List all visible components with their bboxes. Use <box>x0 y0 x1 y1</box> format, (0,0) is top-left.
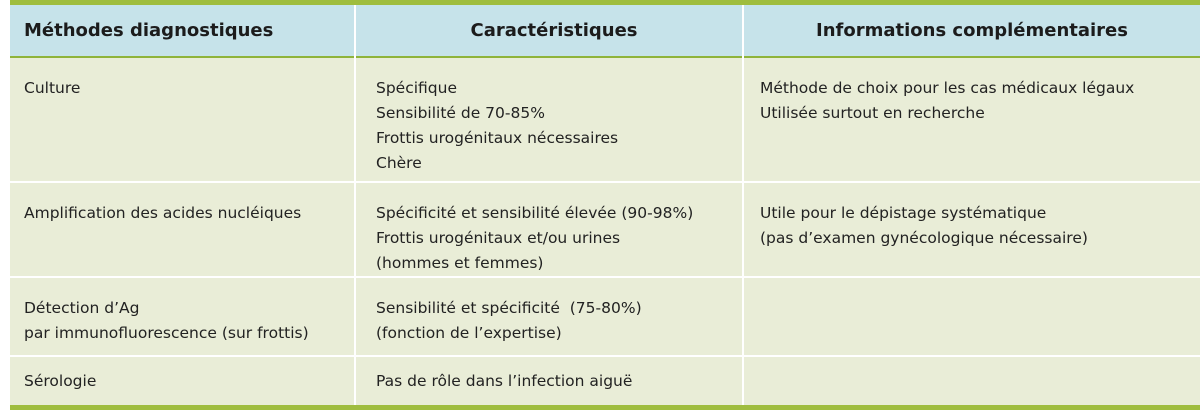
feature-text: Frottis urogénitaux nécessaires <box>376 129 619 147</box>
table-row <box>10 278 1200 355</box>
info-cell <box>760 76 1196 126</box>
table-row <box>10 183 1200 276</box>
method-text: Sérologie <box>24 372 97 390</box>
feature-text: Spécificité et sensibilité élevée (90-98%) <box>376 204 694 222</box>
method-cell <box>24 76 350 101</box>
table-row <box>10 58 1200 181</box>
info-cell <box>760 201 1196 251</box>
method-text: Détection d’Ag <box>24 299 140 317</box>
method-cell <box>24 201 350 226</box>
method-text: Amplification des acides nucléiques <box>24 204 302 222</box>
features-cell <box>376 296 738 346</box>
feature-text: Spécifique <box>376 79 458 97</box>
method-cell <box>24 296 350 346</box>
info-text: Utilisée surtout en recherche <box>760 104 985 122</box>
feature-text: (hommes et femmes) <box>376 254 544 272</box>
diagnostic-methods-table <box>10 0 1200 410</box>
features-cell <box>376 76 738 176</box>
header-methods: Méthodes diagnostiques <box>24 20 274 41</box>
feature-text: Sensibilité et spécificité (75-80%) <box>376 299 642 317</box>
features-cell <box>376 201 738 276</box>
features-cell <box>376 369 738 394</box>
info-text: (pas d’examen gynécologique nécessaire) <box>760 229 1088 247</box>
table-row <box>10 357 1200 405</box>
feature-text: Frottis urogénitaux et/ou urines <box>376 229 621 247</box>
info-text: Méthode de choix pour les cas médicaux légaux <box>760 79 1135 97</box>
header-characteristics: Caractéristiques <box>470 20 638 41</box>
feature-text: Sensibilité de 70-85% <box>376 104 545 122</box>
method-cell <box>24 369 350 394</box>
info-text: Utile pour le dépistage systématique <box>760 204 1047 222</box>
feature-text: Pas de rôle dans l’infection aiguë <box>376 372 633 390</box>
feature-text: (fonction de l’expertise) <box>376 324 562 342</box>
method-text: par immunofluorescence (sur frottis) <box>24 324 309 342</box>
feature-text: Chère <box>376 154 422 172</box>
method-text: Culture <box>24 79 81 97</box>
header-additional-info: Informations complémentaires <box>816 20 1128 41</box>
table-header <box>10 5 1200 58</box>
